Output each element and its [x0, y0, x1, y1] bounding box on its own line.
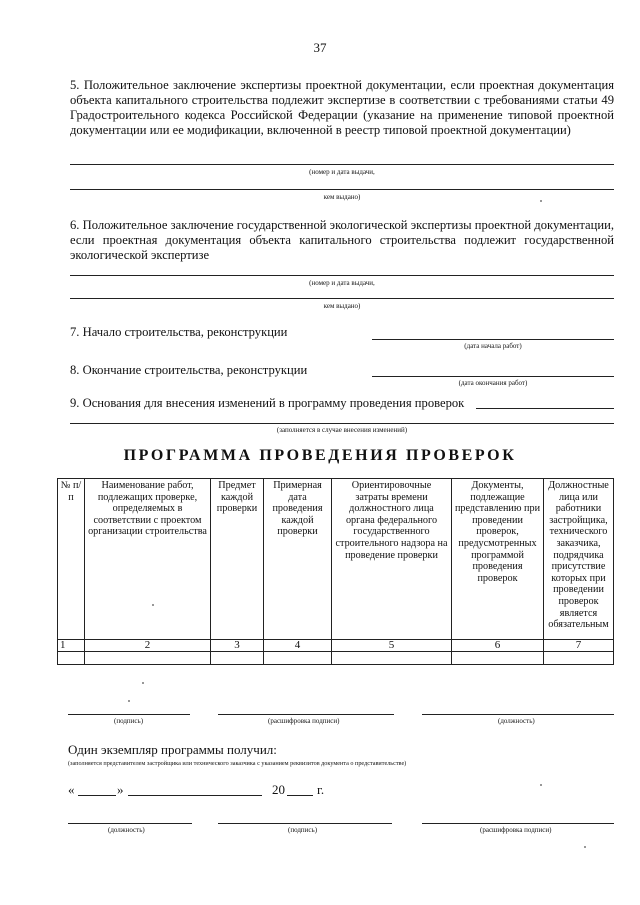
table-cell[interactable]	[85, 652, 211, 665]
program-table	[57, 478, 614, 665]
signature-decode-line[interactable]	[218, 714, 394, 715]
received-note: (заполняется представителем застройщика или технического заказчика с указанием реквизитов документа о представительстве)	[68, 760, 407, 767]
column-number: 1	[58, 640, 85, 652]
column-number: 4	[264, 640, 332, 652]
item8-end-date-line[interactable]	[372, 376, 614, 377]
item5-caption1: (номер и дата выдачи,	[309, 168, 375, 176]
item5-text: 5. Положительное заключение экспертизы проектной документации, если проектная документация объекта капитального строительства подлежит экспертизе в соответствии с требованиями статьи 49 Градостроительного кодекса Российской Федерации (указание на применение типовой проектной документации или ее модификации, включенной в реестр типовой проектной документации)	[70, 78, 614, 137]
scan-speck	[540, 200, 542, 202]
table-row[interactable]	[58, 652, 614, 665]
header-cell-subject: Предмет каждой проверки	[211, 479, 264, 640]
item7-label: 7. Начало строительства, реконструкции	[70, 325, 288, 339]
header-cell-number: № п/п	[58, 479, 85, 640]
signature-line[interactable]	[68, 714, 190, 715]
date-open-quote: «	[68, 782, 75, 797]
item5-line1[interactable]	[70, 164, 614, 165]
position-caption: (должность)	[108, 826, 145, 834]
scan-speck	[152, 604, 154, 606]
item9-line1[interactable]	[476, 408, 614, 409]
item8-label: 8. Окончание строительства, реконструкции	[70, 363, 308, 377]
date-year-suffix: г.	[317, 782, 325, 797]
scan-speck	[142, 682, 144, 684]
signature-caption: (подпись)	[288, 826, 318, 834]
item6-caption1: (номер и дата выдачи,	[309, 279, 375, 287]
item9-label: 9. Основания для внесения изменений в программу проведения проверок	[70, 396, 465, 410]
signature-decode-line[interactable]	[422, 823, 614, 824]
column-number: 6	[452, 640, 544, 652]
table-cell[interactable]	[211, 652, 264, 665]
table-cell[interactable]	[332, 652, 452, 665]
page-number: 37	[313, 40, 327, 55]
item6-line1[interactable]	[70, 275, 614, 276]
table-header-row	[58, 479, 614, 640]
column-number: 3	[211, 640, 264, 652]
header-cell-documents: Документы, подлежащие представлению при проведении проверок, предусмотренных программой проведения проверок	[452, 479, 544, 640]
item6-line2[interactable]	[70, 298, 614, 299]
position-caption: (должность)	[498, 717, 535, 725]
item9-caption: (заполняется в случае внесения изменений)	[276, 426, 408, 434]
column-number: 2	[85, 640, 211, 652]
item5-caption2: кем выдано)	[323, 193, 361, 201]
item6-caption2: кем выдано)	[323, 302, 361, 310]
scan-speck	[540, 784, 542, 786]
table-cell[interactable]	[452, 652, 544, 665]
item7-start-date-line[interactable]	[372, 339, 614, 340]
position-line[interactable]	[68, 823, 192, 824]
column-number: 5	[332, 640, 452, 652]
item8-caption: (дата окончания работ)	[458, 379, 528, 387]
table-cell[interactable]	[264, 652, 332, 665]
scan-speck	[584, 846, 586, 848]
column-number-row	[58, 640, 614, 652]
header-cell-time-cost: Ориентировочные затраты времени должностного лица органа федерального государственного строительного надзора на проведение проверки	[332, 479, 452, 640]
date-day-line[interactable]	[78, 795, 116, 796]
signature-caption: (подпись)	[114, 717, 144, 725]
date-year-line[interactable]	[287, 795, 313, 796]
item7-caption: (дата начала работ)	[464, 342, 522, 350]
item5-line2[interactable]	[70, 189, 614, 190]
date-month-line[interactable]	[128, 795, 262, 796]
column-number: 7	[544, 640, 614, 652]
header-cell-date: Примерная дата проведения каждой проверки	[264, 479, 332, 640]
table-cell[interactable]	[544, 652, 614, 665]
item9-line2[interactable]	[70, 423, 614, 424]
table-cell[interactable]	[58, 652, 85, 665]
item6-text: 6. Положительное заключение государственной экологической экспертизы проектной документации, если проектная документация объекта капитального строительства подлежит государственной экологической экспертизе	[70, 218, 614, 262]
signature-decode-caption: (расшифровка подписи)	[480, 826, 552, 834]
scan-speck	[128, 700, 130, 702]
signature-line[interactable]	[218, 823, 392, 824]
received-title: Один экземпляр программы получил:	[68, 742, 277, 757]
header-cell-officials: Должностные лица или работники застройщика, технического заказчика, подрядчика присутствие которых при проведении проверок является обязательным	[544, 479, 614, 640]
program-title: ПРОГРАММА ПРОВЕДЕНИЯ ПРОВЕРОК	[123, 447, 517, 464]
header-cell-work-name: Наименование работ, подлежащих проверке, определяемых в соответствии с проектом организации строительства	[85, 479, 211, 640]
date-close-quote: »	[117, 782, 124, 797]
position-line[interactable]	[422, 714, 614, 715]
signature-decode-caption: (расшифровка подписи)	[268, 717, 340, 725]
date-year-prefix: 20	[272, 782, 285, 797]
